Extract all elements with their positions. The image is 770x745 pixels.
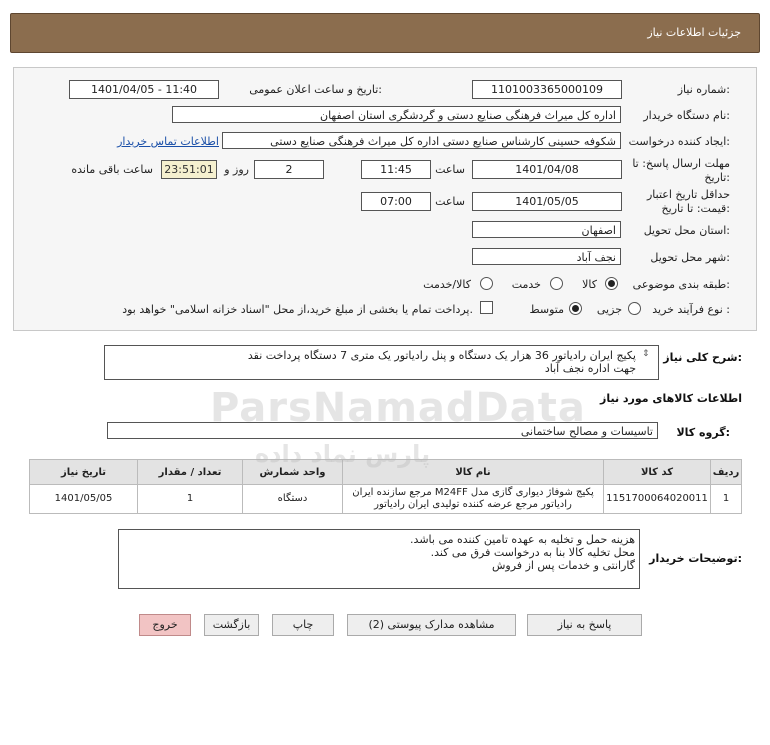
col-index: ردیف: [711, 460, 742, 485]
cell-name: [343, 485, 604, 514]
category-option-goods: کالا: [582, 278, 597, 291]
deadline-date-field[interactable]: 1401/04/08: [472, 160, 622, 179]
treasury-payment-checkbox[interactable]: [480, 301, 493, 314]
city-label: شهر محل تحویل:: [650, 251, 730, 264]
category-option-goods-service: کالا/خدمت: [423, 278, 471, 291]
validity-date-field[interactable]: 1401/05/05: [472, 192, 622, 211]
watermark-tagline: پارس نماد داده: [255, 440, 431, 468]
validity-label: حداقل تاریخ اعتبار: [646, 188, 730, 201]
back-button[interactable]: بازگشت: [204, 614, 259, 636]
process-label: نوع فرآیند خرید :: [652, 303, 730, 316]
summary-line-1: پکیج ایران رادیاتور 36 هزار یک دستگاه و پنل رادیاتور یک متری 7 دستگاه پرداخت نقد: [247, 349, 636, 362]
page-header: [10, 13, 760, 53]
remaining-timer: 23:51:01: [161, 160, 217, 179]
days-field[interactable]: 2: [254, 160, 324, 179]
cell-index: 1: [711, 485, 742, 514]
buyer-field[interactable]: اداره کل میراث فرهنگی صنایع دستی و گردشگری استان اصفهان: [172, 106, 621, 123]
province-field[interactable]: اصفهان: [472, 221, 621, 238]
category-option-service: خدمت: [511, 278, 541, 291]
deadline-label-date: تاریخ:: [704, 171, 730, 184]
summary-label: شرح کلی نیاز:: [663, 351, 742, 364]
creator-label: ایجاد کننده درخواست:: [628, 135, 730, 148]
view-documents-button[interactable]: مشاهده مدارک پیوستی (2): [347, 614, 516, 636]
expand-icon[interactable]: ⇕: [642, 349, 650, 359]
buyer-notes-label: توضیحات خریدار:: [649, 552, 742, 565]
buyer-notes-field[interactable]: [118, 529, 640, 589]
category-label: طبقه بندی موضوعی:: [632, 278, 730, 291]
announce-field[interactable]: 1401/04/05 - 11:40: [69, 80, 219, 99]
process-radio-medium[interactable]: [569, 302, 582, 315]
announce-label: تاریخ و ساعت اعلان عمومی:: [249, 83, 382, 96]
province-label: استان محل تحویل:: [643, 224, 730, 237]
category-radio-goods-service[interactable]: [480, 277, 493, 290]
summary-field[interactable]: [104, 345, 659, 380]
goods-group-label: گروه کالا:: [676, 426, 730, 439]
cell-name-line-1: پکیج شوفاژ دیواری گازی مدل M24FF مرجع سازنده ایران: [352, 487, 594, 498]
city-field[interactable]: نجف آباد: [472, 248, 621, 265]
category-radio-goods[interactable]: [605, 277, 618, 290]
need-number-label: شماره نیاز:: [677, 83, 730, 96]
buyer-contact-link[interactable]: اطلاعات تماس خریدار: [117, 135, 219, 148]
exit-button[interactable]: خروج: [139, 614, 191, 636]
deadline-time-label: ساعت: [435, 163, 465, 176]
category-radio-service[interactable]: [550, 277, 563, 290]
deadline-label: مهلت ارسال پاسخ: تا: [632, 157, 730, 170]
treasury-payment-note: پرداخت تمام یا بخشی از مبلغ خرید،از محل "اسناد خزانه اسلامی" خواهد بود.: [122, 303, 473, 316]
goods-group-field[interactable]: تاسیسات و مصالح ساختمانی: [107, 422, 658, 439]
validity-time-field[interactable]: 07:00: [361, 192, 431, 211]
print-button[interactable]: چاپ: [272, 614, 334, 636]
cell-code: 1151700064020011: [604, 485, 711, 514]
cell-qty: 1: [138, 485, 243, 514]
reply-button[interactable]: پاسخ به نیاز: [527, 614, 642, 636]
remaining-label: ساعت باقی مانده: [71, 163, 153, 176]
col-date: تاریخ نیاز: [30, 460, 138, 485]
buyer-notes-line-2: محل تخلیه کالا بنا به درخواست فرق می کند.: [430, 546, 635, 559]
cell-date: 1401/05/05: [30, 485, 138, 514]
table-row[interactable]: [30, 485, 742, 514]
goods-section-title: اطلاعات کالاهای مورد نیاز: [600, 392, 742, 405]
validity-time-label: ساعت: [435, 195, 465, 208]
col-qty: تعداد / مقدار: [138, 460, 243, 485]
need-number-field[interactable]: 1101003365000109: [472, 80, 622, 99]
goods-table-header: [30, 460, 742, 485]
buyer-label: نام دستگاه خریدار:: [643, 109, 730, 122]
buyer-notes-line-3: گارانتی و خدمات پس از فروش: [492, 559, 635, 572]
col-code: کد کالا: [604, 460, 711, 485]
goods-table: [29, 459, 742, 514]
cell-unit: دستگاه: [243, 485, 343, 514]
col-name: نام کالا: [343, 460, 604, 485]
process-option-minor: جزیی: [596, 303, 622, 316]
page-title: جزئیات اطلاعات نیاز: [647, 26, 741, 39]
validity-label-date: قیمت: تا تاریخ:: [661, 202, 730, 215]
watermark-brand: ParsNamadData: [210, 385, 586, 431]
process-option-medium: متوسط: [529, 303, 564, 316]
cell-name-line-2: رادیاتور مرجع عرضه کننده تولیدی ایران رادیاتور: [374, 499, 572, 510]
creator-field[interactable]: شکوفه حسینی کارشناس صنایع دستی اداره کل میراث فرهنگی صنایع دستی: [222, 132, 621, 149]
deadline-time-field[interactable]: 11:45: [361, 160, 431, 179]
buyer-notes-line-1: هزینه حمل و تخلیه به عهده تامین کننده می باشد.: [410, 533, 635, 546]
summary-line-2: جهت اداره نجف آباد: [544, 362, 636, 375]
days-label: روز و: [224, 163, 249, 176]
col-unit: واحد شمارش: [243, 460, 343, 485]
process-radio-minor[interactable]: [628, 302, 641, 315]
